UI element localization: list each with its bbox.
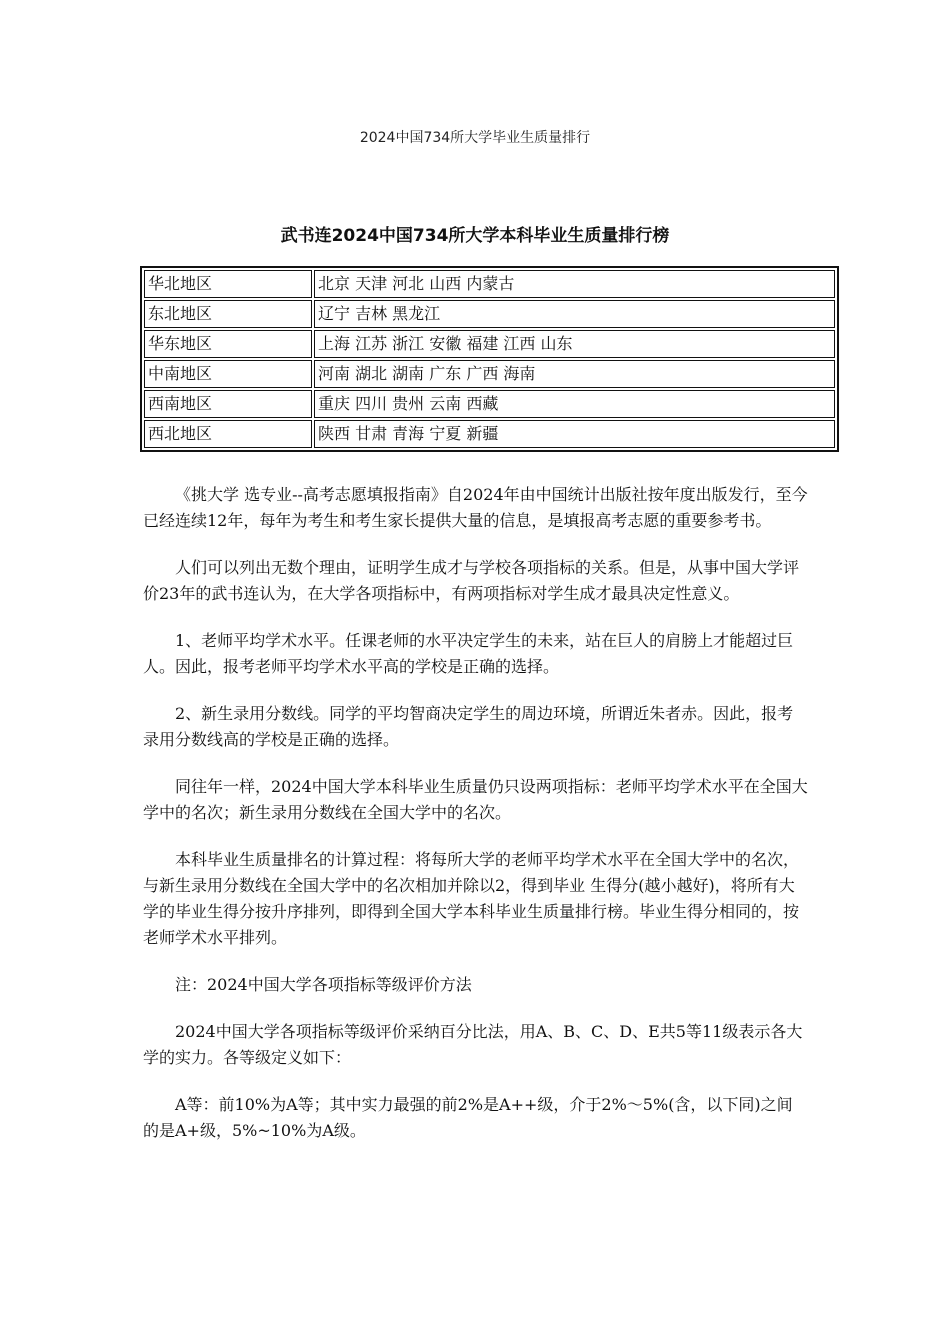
region-name: 东北地区 [144, 300, 312, 328]
region-provinces: 重庆 四川 贵州 云南 西藏 [314, 390, 835, 418]
region-name: 中南地区 [144, 360, 312, 388]
body-text [143, 482, 808, 1165]
table-row [144, 300, 835, 328]
paragraph: 人们可以列出无数个理由，证明学生成才与学校各项指标的关系。但是，从事中国大学评价23年的武书连认为，在大学各项指标中，有两项指标对学生成才最具决定性意义。 [143, 558, 800, 603]
paragraph: 1、老师平均学术水平。任课老师的水平决定学生的未来，站在巨人的肩膀上才能超过巨人。因此，报考老师平均学术水平高的学校是正确的选择。 [143, 631, 794, 676]
table-row [144, 330, 835, 358]
table-row [144, 390, 835, 418]
region-name: 华北地区 [144, 270, 312, 298]
page-header: 2024中国734所大学毕业生质量排行 [359, 130, 591, 146]
region-table [140, 266, 839, 452]
paragraph: A等：前10%为A等；其中实力最强的前2%是A++级，介于2%～5%(含，以下同)之间的是A+级，5%~10%为A级。 [143, 1095, 793, 1140]
paragraph: 2024中国大学各项指标等级评价采纳百分比法，用A、B、C、D、E共5等11级表示各大学的实力。各等级定义如下： [143, 1022, 803, 1067]
region-name: 西南地区 [144, 390, 312, 418]
table-row [144, 360, 835, 388]
paragraph: 注：2024中国大学各项指标等级评价方法 [175, 975, 472, 994]
table-row [144, 420, 835, 448]
region-provinces: 北京 天津 河北 山西 内蒙古 [314, 270, 835, 298]
region-name: 华东地区 [144, 330, 312, 358]
region-name: 西北地区 [144, 420, 312, 448]
paragraph: 同往年一样，2024中国大学本科毕业生质量仍只设两项指标：老师平均学术水平在全国大学中的名次；新生录用分数线在全国大学中的名次。 [143, 777, 808, 822]
table-row [144, 270, 835, 298]
page-title: 武书连2024中国734所大学本科毕业生质量排行榜 [280, 226, 670, 246]
paragraph: 2、新生录用分数线。同学的平均智商决定学生的周边环境，所谓近朱者赤。因此，报考录用分数线高的学校是正确的选择。 [143, 704, 794, 749]
region-provinces: 辽宁 吉林 黑龙江 [314, 300, 835, 328]
paragraph: 《挑大学 选专业--高考志愿填报指南》自2024年由中国统计出版社按年度出版发行，至今已经连续12年，每年为考生和考生家长提供大量的信息，是填报高考志愿的重要参考书。 [143, 485, 808, 530]
paragraph: 本科毕业生质量排名的计算过程：将每所大学的老师平均学术水平在全国大学中的名次，与新生录用分数线在全国大学中的名次相加并除以2，得到毕业 生得分(越小越好)，将所有大学的毕业生得分按升序排列，即得到全国大学本科毕业生质量排行榜。毕业生得分相同的，按老师学术水平排列。 [143, 850, 800, 947]
region-provinces: 陕西 甘肃 青海 宁夏 新疆 [314, 420, 835, 448]
region-provinces: 上海 江苏 浙江 安徽 福建 江西 山东 [314, 330, 835, 358]
region-provinces: 河南 湖北 湖南 广东 广西 海南 [314, 360, 835, 388]
